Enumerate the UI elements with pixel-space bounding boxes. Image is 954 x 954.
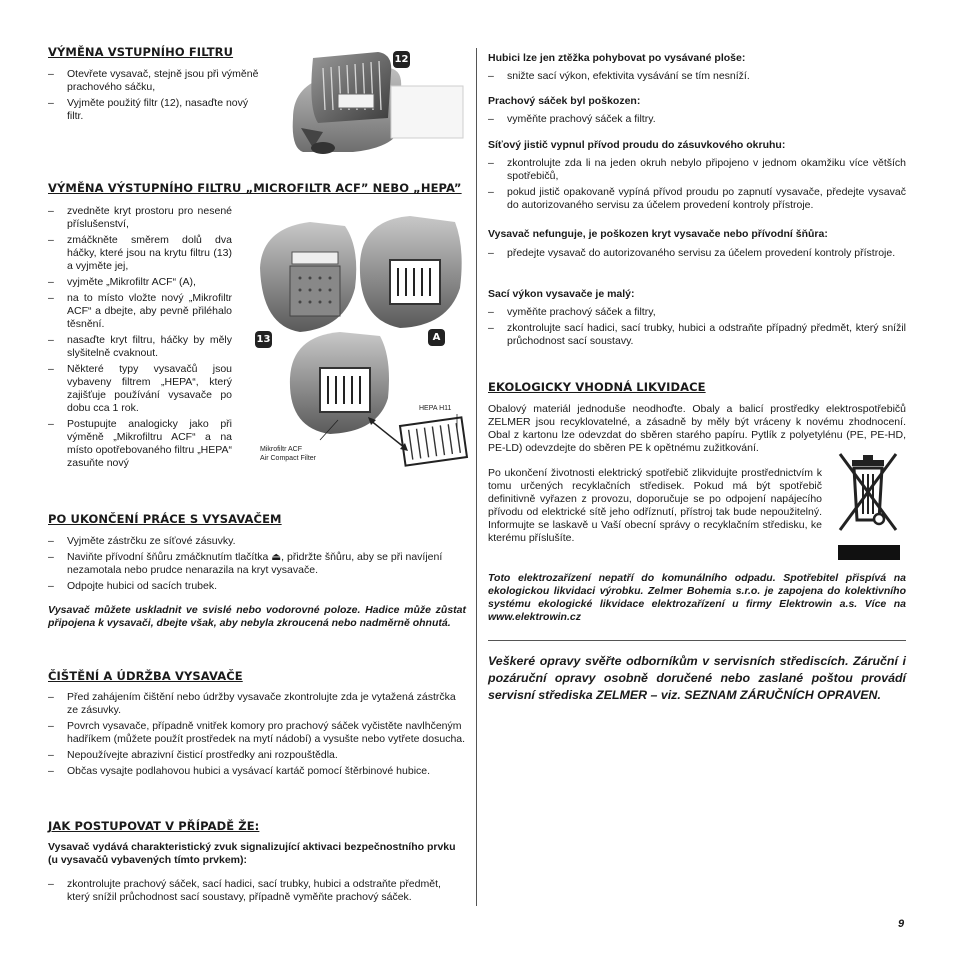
inlet-filter-illustration: [283, 48, 471, 160]
list-item: – zkontrolujte sací hadici, sací trubky, hubici a odstraňte případný předmět, který snížil průchodnost sací soustavy.: [488, 322, 906, 348]
page-number: 9: [898, 918, 905, 930]
figure-badge-a: A: [428, 329, 445, 346]
list-item: – vyjměte „Mikrofiltr ACF“ (A),: [48, 276, 232, 289]
eco-paragraph-packaging: Obalový materiál jednoduše neodhoďte. Obaly a balicí prostředky elektrospotřebičů ZELMER jsou recyklovatelné, a zásadně by měly být vráceny k novému zhodnocení. Obal z kartonu lze odevzdat do sběren starého papíru. Pytlík z polyetylénu (PE, PE-HD, PE-LD) odevzdejte do sběren PE k opětnému zužitkování.: [488, 403, 906, 454]
list-item: – Vyjměte zástrčku ze síťové zásuvky.: [48, 535, 468, 548]
acf-sublabel: Air Compact Filter: [260, 455, 317, 462]
heading-inlet-filter: VÝMĚNA VSTUPNÍHO FILTRU: [48, 45, 234, 59]
heading-outlet-filter: VÝMĚNA VÝSTUPNÍHO FILTRU „MICROFILTR ACF” NEBO „HEPA”: [48, 181, 462, 195]
inlet-filter-list: [48, 68, 260, 126]
list-item: – Otevřete vysavač, stejně jsou při výměně prachového sáčku,: [48, 68, 260, 94]
list-item: – Postupujte analogicky jako při výměně „Mikrofiltru ACF“ a na místo opotřebovaného filtru „HEPA“ zasuňte nový: [48, 418, 232, 470]
heading-cleaning: ČIŠTĚNÍ A ÚDRŽBA VYSAVAČE: [48, 669, 243, 683]
list-item: – vyměňte prachový sáček a filtry,: [488, 306, 906, 319]
issue-title: Prachový sáček byl poškozen:: [488, 95, 641, 107]
figure-badge-12: 12: [393, 51, 410, 68]
troubleshooting-intro: Vysavač vydává charakteristický zvuk signalizující aktivaci bezpečnostního prvku (u vysavačů vybavených tímto prvkem):: [48, 841, 456, 866]
eco-note: Toto elektrozařízení nepatří do komunálního odpadu. Spotřebitel přispívá na ekologickou likvidaci výrobku. Zelmer Bohemia s.r.o. je zapojena do kolektivního systému ekologické likvidace elektrozařízení u firmy Elektrowin a.s. Více na www.elektrowin.cz: [488, 572, 906, 623]
issue-title: Sací výkon vysavače je malý:: [488, 288, 635, 300]
heading-troubleshooting: JAK POSTUPOVAT V PŘÍPADĚ ŽE:: [48, 819, 260, 833]
list-item: – Povrch vysavače, případně vnitřek komory pro prachový sáček vyčistěte navlhčeným hadříkem (můžete použít prostředek na mytí nádobí) a vysušte nebo vytřete dosucha.: [48, 720, 466, 746]
list-item: – Občas vysajte podlahovou hubici a vysávací kartáč pomocí štěrbinové hubice.: [48, 765, 466, 778]
issue-list: [488, 113, 906, 129]
figure-badge-13: 13: [255, 331, 272, 348]
storage-note: Vysavač můžete uskladnit ve svislé nebo vodorovné poloze. Hadice může zůstat připojena k vysavači, dbejte však, aby nebyla zkroucená nebo nadměrně ohnutá.: [48, 604, 466, 629]
issue-list: [488, 247, 906, 263]
issue-list: [488, 306, 906, 351]
section-divider: [488, 640, 906, 641]
list-item: – zkontrolujte zda li na jeden okruh nebylo připojeno v jednom okamžiku více větších spotřebičů,: [488, 157, 906, 183]
acf-label: Mikrofiltr ACF: [260, 446, 302, 453]
hepa-label: HEPA H11: [419, 405, 452, 412]
list-item: – pokud jistič opakovaně vypíná přívod proudu po zapnutí vysavače, předejte vysavač do autorizovaného servisu za účelem provedení kontroly přístroje.: [488, 186, 906, 212]
cleaning-list: [48, 691, 466, 781]
list-item: – Nepoužívejte abrazivní čisticí prostředky ani rozpouštědla.: [48, 749, 466, 762]
weee-bin-icon: [834, 450, 902, 564]
issue-title: Síťový jistič vypnul přívod proudu do zásuvkového okruhu:: [488, 139, 786, 151]
list-item: – nasaďte kryt filtru, háčky by měly slyšitelně cvaknout.: [48, 334, 232, 360]
service-footer: Veškeré opravy svěřte odborníkům v servisních střediscích. Záruční i pozáruční opravy osobně doručené nebo zaslané poštou provádí servisní střediska ZELMER – viz. SEZNAM ZÁRUČNÍCH OPRAVEN.: [488, 654, 906, 702]
list-item: – Před zahájením čištění nebo údržby vysavače zkontrolujte zda je vytažená zástrčka ze zásuvky.: [48, 691, 466, 717]
list-item: – na to místo vložte nový „Mikrofiltr ACF“ a dbejte, aby pevně přiléhalo těsnění.: [48, 292, 232, 331]
list-item: – zmáčkněte směrem dolů dva háčky, které jsou na krytu filtru (13) a vyjměte jej,: [48, 234, 232, 273]
list-item: – zvedněte kryt prostoru pro nesené příslušenství,: [48, 205, 232, 231]
list-item: – Vyjměte použitý filtr (12), nasaďte nový filtr.: [48, 97, 260, 123]
issue-title: Hubici lze jen ztěžka pohybovat po vysávané ploše:: [488, 52, 746, 64]
issue-list: [488, 70, 906, 86]
list-item: – vyměňte prachový sáček a filtry.: [488, 113, 906, 126]
troubleshooting-list: [48, 878, 466, 907]
eco-paragraph-disposal: Po ukončení životnosti elektrický spotřebič zlikvidujte prostřednictvím k tomu určených recyklačních středisek. Pokud má být spotřebič definitivně vyřazen z provozu, doporučuje se po odpojení napájecího přívodu od elektrické sítě jeho odříznutí, přístroj tak bude nepoužitelný. Informujte se laskavě u Vaší obecní správy o recyklačním středisku, ke kterému příslušíte.: [488, 467, 822, 544]
list-item: – předejte vysavač do autorizovaného servisu za účelem provedení kontroly přístroje.: [488, 247, 906, 260]
heading-after-work: PO UKONČENÍ PRÁCE S VYSAVAČEM: [48, 512, 282, 526]
after-work-list: [48, 535, 468, 596]
issue-title: Vysavač nefunguje, je poškozen kryt vysavače nebo přívodní šňůra:: [488, 228, 828, 240]
list-item: – Některé typy vysavačů jsou vybaveny filtrem „HEPA“, který zajišťuje používání vysavače po dobu cca 1 rok.: [48, 363, 232, 415]
column-divider: [476, 48, 477, 906]
list-item: – Naviňte přívodní šňůru zmáčknutím tlačítka ⏏, přidržte šňůru, aby se při navíjení nezamotala nebo prudce nenarazila na kryt vysavače.: [48, 551, 468, 577]
list-item: – snižte sací výkon, efektivita vysávání se tím nesníží.: [488, 70, 906, 83]
outlet-filter-list: [48, 205, 232, 473]
list-item: – zkontrolujte prachový sáček, sací hadici, sací trubky, hubici a odstraňte předmět, který snížil průchodnost sací soustavy, případně vyměňte prachový sáček.: [48, 878, 466, 904]
issue-list: [488, 157, 906, 215]
heading-ecology: EKOLOGICKY VHODNÁ LIKVIDACE: [488, 380, 706, 394]
list-item: – Odpojte hubici od sacích trubek.: [48, 580, 468, 593]
